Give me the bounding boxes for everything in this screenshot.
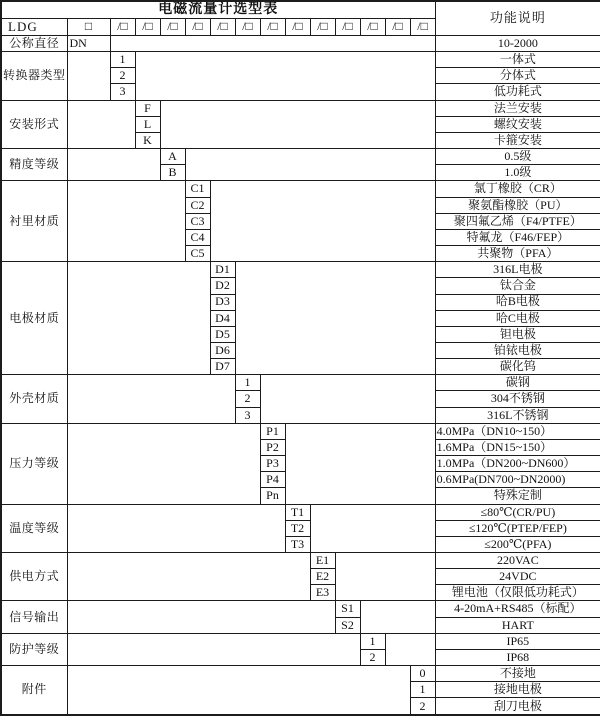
spacer-cell: [210, 181, 435, 262]
model-slot-box: /□: [385, 19, 410, 36]
option-desc: 0.6MPa(DN700~DN2000): [435, 472, 600, 488]
option-code: 3: [235, 407, 260, 423]
spacer-cell: [360, 601, 435, 633]
model-slot-box: /□: [285, 19, 310, 36]
option-desc: ≤80℃(CR/PU): [435, 504, 600, 520]
option-desc: 316L电极: [435, 262, 600, 278]
option-desc: 特氟龙（F46/FEP）: [435, 229, 600, 245]
model-slot-box: /□: [210, 19, 235, 36]
option-code: C2: [185, 197, 210, 213]
option-code: D6: [210, 342, 235, 358]
spacer-cell: [67, 100, 135, 148]
spacer-cell: [67, 181, 185, 262]
option-desc: 10-2000: [435, 36, 600, 52]
option-desc: 低功耗式: [435, 84, 600, 100]
option-desc: IP65: [435, 633, 600, 649]
option-desc: 哈B电极: [435, 294, 600, 310]
spacer-cell: [67, 149, 160, 181]
section-label-diameter: 公称直径: [1, 36, 67, 52]
model-first-box: □: [67, 19, 110, 36]
option-desc: 分体式: [435, 68, 600, 84]
option-code: C1: [185, 181, 210, 197]
option-desc: 特殊定制: [435, 488, 600, 504]
option-code: 2: [360, 649, 385, 665]
option-code: 1: [410, 682, 435, 698]
option-desc: 刮刀电极: [435, 698, 600, 715]
spacer-cell: [67, 666, 410, 715]
option-desc: 聚四氟乙烯（F4/PTFE）: [435, 213, 600, 229]
option-code: S2: [335, 617, 360, 633]
spacer-cell: [160, 100, 435, 148]
option-code: D2: [210, 278, 235, 294]
option-code: C4: [185, 229, 210, 245]
spacer-cell: [385, 633, 435, 665]
option-code: D1: [210, 262, 235, 278]
option-code: 2: [410, 698, 435, 715]
model-slot-box: /□: [335, 19, 360, 36]
spacer-cell: [335, 553, 435, 601]
option-desc: ≤200℃(PFA): [435, 536, 600, 552]
option-desc: 螺纹安装: [435, 116, 600, 132]
spacer-cell: [67, 375, 235, 423]
model-slot-box: /□: [260, 19, 285, 36]
option-desc: HART: [435, 617, 600, 633]
spacer-cell: [135, 52, 435, 100]
option-desc: 接地电极: [435, 682, 600, 698]
spacer-cell: [285, 423, 435, 504]
option-code: 1: [235, 375, 260, 391]
spacer-cell: [67, 601, 335, 633]
option-code: T3: [285, 536, 310, 552]
option-code: K: [135, 132, 160, 148]
option-desc: 卡箍安装: [435, 132, 600, 148]
option-code: 1: [110, 52, 135, 68]
option-desc: 聚氨酯橡胶（PU）: [435, 197, 600, 213]
section-label: 外壳材质: [1, 375, 67, 423]
option-code: P2: [260, 439, 285, 455]
option-code: DN: [67, 36, 110, 52]
spacer-cell: [67, 504, 285, 552]
model-slot-box: /□: [310, 19, 335, 36]
section-label: 附件: [1, 666, 67, 715]
spacer-cell: [67, 553, 310, 601]
section-label: 温度等级: [1, 504, 67, 552]
option-desc: 钽电极: [435, 326, 600, 342]
model-prefix: LDG: [1, 19, 67, 36]
option-desc: 钛合金: [435, 278, 600, 294]
function-column-header: 功能说明: [435, 1, 600, 36]
model-slot-box: /□: [235, 19, 260, 36]
option-code: D5: [210, 326, 235, 342]
model-slot-box: /□: [360, 19, 385, 36]
option-code: P1: [260, 423, 285, 439]
option-code: 2: [110, 68, 135, 84]
model-slot-box: /□: [135, 19, 160, 36]
option-desc: 共聚物（PFA）: [435, 246, 600, 262]
option-desc: 0.5级: [435, 149, 600, 165]
option-code: 0: [410, 666, 435, 682]
option-desc: 4-20mA+RS485（标配）: [435, 601, 600, 617]
model-slot-box: /□: [160, 19, 185, 36]
option-code: D3: [210, 294, 235, 310]
model-slot-box: /□: [410, 19, 435, 36]
option-code: P3: [260, 456, 285, 472]
option-code: 1: [360, 633, 385, 649]
option-code: F: [135, 100, 160, 116]
option-code: E3: [310, 585, 335, 601]
option-code: C5: [185, 246, 210, 262]
spacer-cell: [260, 375, 435, 423]
section-label: 供电方式: [1, 553, 67, 601]
section-label: 信号输出: [1, 601, 67, 633]
option-code: Pn: [260, 488, 285, 504]
option-desc: 法兰安装: [435, 100, 600, 116]
option-code: L: [135, 116, 160, 132]
option-code: P4: [260, 472, 285, 488]
option-desc: 一体式: [435, 52, 600, 68]
model-slot-box: /□: [110, 19, 135, 36]
option-desc: 哈C电极: [435, 310, 600, 326]
section-label: 压力等级: [1, 423, 67, 504]
option-desc: 1.0MPa（DN200~DN600）: [435, 456, 600, 472]
option-desc: 1.6MPa（DN15~150）: [435, 439, 600, 455]
spacer-cell: [67, 423, 260, 504]
page-title: 电磁流量计选型表: [1, 1, 435, 19]
section-label: 转换器类型: [1, 52, 67, 100]
option-code: D7: [210, 359, 235, 375]
model-slot-box: /□: [185, 19, 210, 36]
spacer-cell: [185, 149, 435, 181]
option-desc: 4.0MPa（DN10~150）: [435, 423, 600, 439]
option-desc: 316L不锈钢: [435, 407, 600, 423]
option-desc: 220VAC: [435, 553, 600, 569]
option-desc: 304不锈钢: [435, 391, 600, 407]
spacer-cell: [310, 504, 435, 552]
option-code: A: [160, 149, 185, 165]
option-code: D4: [210, 310, 235, 326]
spacer-cell: [67, 633, 360, 665]
spacer-cell: [235, 262, 435, 375]
option-code: S1: [335, 601, 360, 617]
option-code: C3: [185, 213, 210, 229]
section-label: 衬里材质: [1, 181, 67, 262]
option-desc: 氯丁橡胶（CR）: [435, 181, 600, 197]
option-desc: 不接地: [435, 666, 600, 682]
option-code: E1: [310, 553, 335, 569]
option-code: 2: [235, 391, 260, 407]
spacer-cell: [67, 52, 110, 100]
option-code: T1: [285, 504, 310, 520]
option-desc: 碳钢: [435, 375, 600, 391]
option-code: T2: [285, 520, 310, 536]
option-desc: IP68: [435, 649, 600, 665]
option-code: E2: [310, 569, 335, 585]
section-label: 防护等级: [1, 633, 67, 665]
option-code: B: [160, 165, 185, 181]
option-desc: 1.0级: [435, 165, 600, 181]
option-code: 3: [110, 84, 135, 100]
section-label: 电极材质: [1, 262, 67, 375]
option-desc: ≤120℃(PTEP/FEP): [435, 520, 600, 536]
spacer-cell: [67, 262, 210, 375]
option-desc: 铂铱电极: [435, 342, 600, 358]
option-desc: 24VDC: [435, 569, 600, 585]
section-label: 精度等级: [1, 149, 67, 181]
option-desc: 锂电池（仅限低功耗式）: [435, 585, 600, 601]
option-desc: 碳化钨: [435, 359, 600, 375]
spacer-cell: [110, 36, 435, 52]
section-label: 安装形式: [1, 100, 67, 148]
